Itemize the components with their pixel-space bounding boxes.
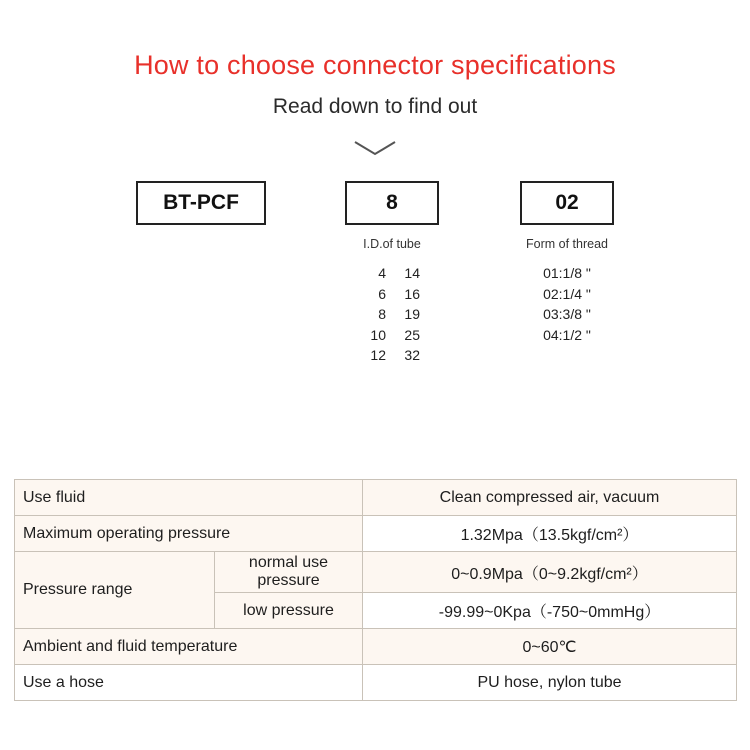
option-value: 4 <box>378 265 386 281</box>
page-title: How to choose connector specifications <box>134 50 616 80</box>
table-row <box>15 516 737 552</box>
tube-id-option-list <box>341 263 439 366</box>
spec-value: 0~60℃ <box>363 629 737 665</box>
spec-sub-label: low pressure <box>215 593 363 629</box>
option-value: 19 <box>404 306 420 322</box>
spec-value: 0~0.9Mpa（0~9.2kgf/cm²） <box>363 552 737 593</box>
code-part-thread-form <box>520 181 614 345</box>
option-value: 25 <box>404 326 420 343</box>
tube-id-code-box: 8 <box>345 181 439 225</box>
spec-label: Ambient and fluid temperature <box>15 629 363 665</box>
option-value: 03:3/8 " <box>543 306 591 322</box>
option-value: 01:1/8 " <box>543 265 591 281</box>
spec-value: PU hose, nylon tube <box>363 665 737 701</box>
option-value: 8 <box>378 306 386 322</box>
option-value: 14 <box>404 265 420 281</box>
code-breakdown <box>0 181 750 396</box>
option-value: 02:1/4 " <box>543 285 591 302</box>
option-value: 10 <box>370 326 386 343</box>
specification-table <box>14 479 737 701</box>
list-item <box>341 284 439 305</box>
option-value: 04:1/2 " <box>543 326 591 343</box>
list-item <box>341 325 439 346</box>
spec-sub-label: normal use pressure <box>215 552 363 593</box>
list-item <box>520 304 614 325</box>
spec-value: 1.32Mpa（13.5kgf/cm²） <box>363 516 737 552</box>
chevron-wrap <box>0 139 750 157</box>
spec-label: Maximum operating pressure <box>15 516 363 552</box>
list-item <box>520 284 614 305</box>
list-item <box>341 263 439 284</box>
spec-value: -99.99~0Kpa（-750~0mmHg） <box>363 593 737 629</box>
table-row <box>15 665 737 701</box>
list-item <box>341 345 439 366</box>
option-value: 12 <box>370 347 386 363</box>
thread-form-code-box: 02 <box>520 181 614 225</box>
list-item <box>520 263 614 284</box>
spec-value: Clean compressed air, vacuum <box>363 480 737 516</box>
code-part-model <box>136 181 266 225</box>
thread-form-option-list <box>520 263 614 345</box>
option-value: 16 <box>404 285 420 302</box>
table-row <box>15 552 737 593</box>
chevron-down-icon <box>352 139 398 157</box>
table-row <box>15 480 737 516</box>
option-value: 32 <box>404 347 420 363</box>
spec-label: Use a hose <box>15 665 363 701</box>
list-item <box>520 325 614 346</box>
option-value: 6 <box>378 285 386 302</box>
spec-label: Pressure range <box>15 552 215 629</box>
thread-form-caption: Form of thread <box>526 237 608 251</box>
page-subtitle: Read down to find out <box>272 95 478 118</box>
spec-label: Use fluid <box>15 480 363 516</box>
list-item <box>341 304 439 325</box>
code-part-tube-id <box>345 181 439 366</box>
table-row <box>15 629 737 665</box>
model-code-box: BT-PCF <box>136 181 266 225</box>
tube-id-caption: I.D.of tube <box>363 237 421 251</box>
